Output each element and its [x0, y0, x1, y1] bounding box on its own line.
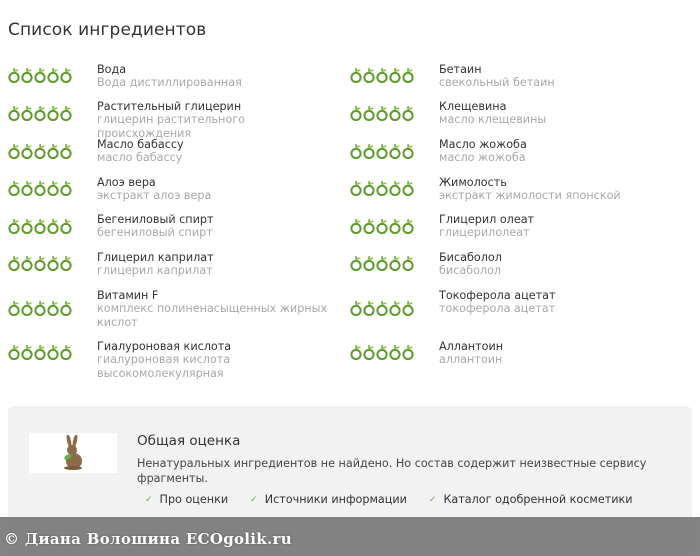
leaf-icon	[363, 181, 375, 196]
leaf-icon	[47, 301, 59, 316]
leaf-icon	[363, 144, 375, 159]
ingredient-subname: гиалуроновая кислота высокомолекулярная	[97, 353, 231, 380]
ingredient-subname: аллантоин	[439, 353, 503, 366]
ingredient-row[interactable]	[350, 289, 690, 329]
leaf-icon	[402, 219, 414, 234]
ingredient-name: Вода	[97, 63, 127, 76]
ingredient-name: Клещевина	[439, 100, 507, 113]
tick-icon: ✓	[250, 494, 258, 505]
ingredient-subname: масло жожоба	[439, 151, 526, 164]
summary-title: Общая оценка	[137, 433, 241, 449]
leaf-icon	[389, 301, 401, 316]
ingredient-name: Гиалуроновая кислота	[97, 340, 232, 353]
ingredient-subname: масло клещевины	[439, 113, 547, 126]
leaf-icon	[363, 256, 375, 271]
leaf-icon	[8, 219, 20, 234]
leaf-icon	[350, 301, 362, 316]
leaf-icon	[376, 219, 388, 234]
ingredient-subname: бисаболол	[439, 264, 502, 277]
ingredient-name: Токоферола ацетат	[439, 289, 556, 302]
ingredient-name: Витамин F	[97, 289, 159, 302]
ingredient-name: Масло жожоба	[439, 138, 527, 151]
leaf-icon	[21, 345, 33, 360]
leaf-icon	[389, 144, 401, 159]
leaf-icon	[376, 181, 388, 196]
ingredient-row[interactable]	[8, 138, 348, 178]
rating-leaves	[8, 301, 72, 316]
rating-leaves	[8, 256, 72, 271]
leaf-icon	[389, 219, 401, 234]
ingredient-row[interactable]	[350, 340, 690, 380]
leaf-icon	[376, 256, 388, 271]
leaf-icon	[402, 301, 414, 316]
leaf-icon	[8, 106, 20, 121]
leaf-icon	[363, 301, 375, 316]
rating-leaves	[8, 144, 72, 159]
rating-leaves	[350, 68, 414, 83]
leaf-icon	[60, 106, 72, 121]
leaf-icon	[350, 144, 362, 159]
ingredient-name: Аллантоин	[439, 340, 504, 353]
ingredient-row[interactable]	[8, 100, 348, 140]
leaf-icon	[34, 345, 46, 360]
leaf-icon	[34, 301, 46, 316]
leaf-icon	[376, 301, 388, 316]
leaf-icon	[47, 345, 59, 360]
rating-leaves	[8, 181, 72, 196]
leaf-icon	[363, 219, 375, 234]
leaf-icon	[8, 181, 20, 196]
ingredient-subname: глицерилолеат	[439, 226, 530, 239]
ingredient-name: Бегениловый спирт	[97, 213, 214, 226]
leaf-icon	[363, 345, 375, 360]
ingredient-subname: экстракт жимолости японской	[439, 189, 621, 202]
leaf-icon	[389, 106, 401, 121]
leaf-icon	[21, 219, 33, 234]
leaf-icon	[389, 256, 401, 271]
ingredient-name: Масло бабассу	[97, 138, 184, 151]
leaf-icon	[376, 106, 388, 121]
summary-links	[145, 493, 655, 506]
leaf-icon	[21, 256, 33, 271]
leaf-icon	[389, 345, 401, 360]
link-sources[interactable]	[250, 493, 407, 506]
ingredient-row[interactable]	[8, 213, 348, 253]
leaf-icon	[376, 345, 388, 360]
ingredient-subname: бегениловый спирт	[97, 226, 213, 239]
leaf-icon	[21, 181, 33, 196]
leaf-icon	[363, 68, 375, 83]
leaf-icon	[389, 181, 401, 196]
leaf-icon	[60, 345, 72, 360]
rating-leaves	[350, 219, 414, 234]
ingredient-subname: Вода дистиллированная	[97, 76, 242, 89]
leaf-icon	[8, 345, 20, 360]
tick-icon: ✓	[428, 494, 437, 505]
ingredient-name: Глицерил олеат	[439, 213, 535, 226]
tick-icon: ✓	[145, 494, 153, 505]
leaf-icon	[60, 301, 72, 316]
leaf-icon	[34, 106, 46, 121]
leaf-icon	[8, 68, 20, 83]
ingredient-row[interactable]	[350, 176, 690, 216]
leaf-icon	[34, 219, 46, 234]
leaf-icon	[8, 256, 20, 271]
leaf-icon	[47, 68, 59, 83]
leaf-icon	[47, 144, 59, 159]
leaf-icon	[60, 144, 72, 159]
summary-text: Ненатуральных ингредиентов не найдено. Но состав содержит неизвестные сервису фрагменты.	[137, 457, 647, 485]
leaf-icon	[8, 144, 20, 159]
leaf-icon	[350, 345, 362, 360]
leaf-icon	[47, 106, 59, 121]
link-label: Каталог одобренной косметики	[443, 493, 633, 506]
leaf-icon	[363, 106, 375, 121]
ingredient-subname: токоферола ацетат	[439, 302, 556, 315]
leaf-icon	[21, 144, 33, 159]
link-label: Источники информации	[264, 493, 407, 506]
rating-leaves	[350, 345, 414, 360]
leaf-icon	[402, 256, 414, 271]
ingredient-name: Бетаин	[439, 63, 482, 76]
ingredient-row[interactable]	[8, 176, 348, 216]
ingredient-row[interactable]	[350, 100, 690, 140]
rating-leaves	[8, 68, 72, 83]
leaf-icon	[60, 181, 72, 196]
leaf-icon	[402, 345, 414, 360]
ingredient-name: Растительный глицерин	[97, 100, 242, 113]
ingredient-subname: экстракт алоэ вера	[97, 189, 212, 202]
leaf-icon	[21, 68, 33, 83]
leaf-icon	[47, 181, 59, 196]
watermark: © Диана Волошина ECOgolik.ru	[4, 530, 292, 548]
ingredient-row[interactable]	[8, 289, 348, 329]
ingredient-name: Алоэ вера	[97, 176, 156, 189]
leaf-icon	[376, 144, 388, 159]
rating-leaves	[8, 106, 72, 121]
link-about-ratings[interactable]	[145, 493, 228, 506]
ingredient-row[interactable]	[350, 138, 690, 178]
ingredient-subname: масло бабассу	[97, 151, 183, 164]
leaf-icon	[376, 68, 388, 83]
leaf-icon	[389, 68, 401, 83]
leaf-icon	[21, 106, 33, 121]
rating-leaves	[350, 144, 414, 159]
ingredient-row[interactable]	[8, 251, 348, 291]
rating-leaves	[350, 301, 414, 316]
rating-leaves	[8, 219, 72, 234]
leaf-icon	[34, 181, 46, 196]
ingredient-name: Бисаболол	[439, 251, 502, 264]
leaf-icon	[34, 256, 46, 271]
leaf-icon	[402, 106, 414, 121]
rating-leaves	[350, 256, 414, 271]
leaf-icon	[60, 219, 72, 234]
leaf-icon	[47, 219, 59, 234]
leaf-icon	[60, 256, 72, 271]
link-catalog[interactable]	[429, 493, 633, 506]
leaf-icon	[350, 219, 362, 234]
rating-leaves	[350, 106, 414, 121]
ingredient-name: Жимолость	[439, 176, 507, 189]
leaf-icon	[34, 68, 46, 83]
leaf-icon	[350, 181, 362, 196]
ingredient-subname: свекольный бетаин	[439, 76, 555, 89]
leaf-icon	[34, 144, 46, 159]
ingredient-row[interactable]	[8, 340, 348, 380]
ingredient-row[interactable]	[8, 63, 348, 103]
ingredient-subname: комплекс полиненасыщенных жирных кислот	[97, 302, 328, 329]
ingredient-name: Глицерил каприлат	[97, 251, 214, 264]
link-label: Про оценки	[159, 493, 229, 506]
leaf-icon	[402, 68, 414, 83]
leaf-icon	[402, 144, 414, 159]
leaf-icon	[350, 68, 362, 83]
ingredient-subname: глицерин растительного происхождения	[97, 113, 245, 140]
rating-leaves	[8, 345, 72, 360]
leaf-icon	[21, 301, 33, 316]
ingredient-row[interactable]	[350, 63, 690, 103]
leaf-icon	[8, 301, 20, 316]
ingredient-row[interactable]	[350, 213, 690, 253]
ingredient-row[interactable]	[350, 251, 690, 291]
ingredient-subname: глицерил каприлат	[97, 264, 213, 277]
rating-leaves	[350, 181, 414, 196]
leaf-icon	[60, 68, 72, 83]
leaf-icon	[402, 181, 414, 196]
bunny-icon	[29, 433, 117, 473]
leaf-icon	[350, 106, 362, 121]
leaf-icon	[350, 256, 362, 271]
page-title: Список ингредиентов	[8, 20, 207, 40]
leaf-icon	[47, 256, 59, 271]
